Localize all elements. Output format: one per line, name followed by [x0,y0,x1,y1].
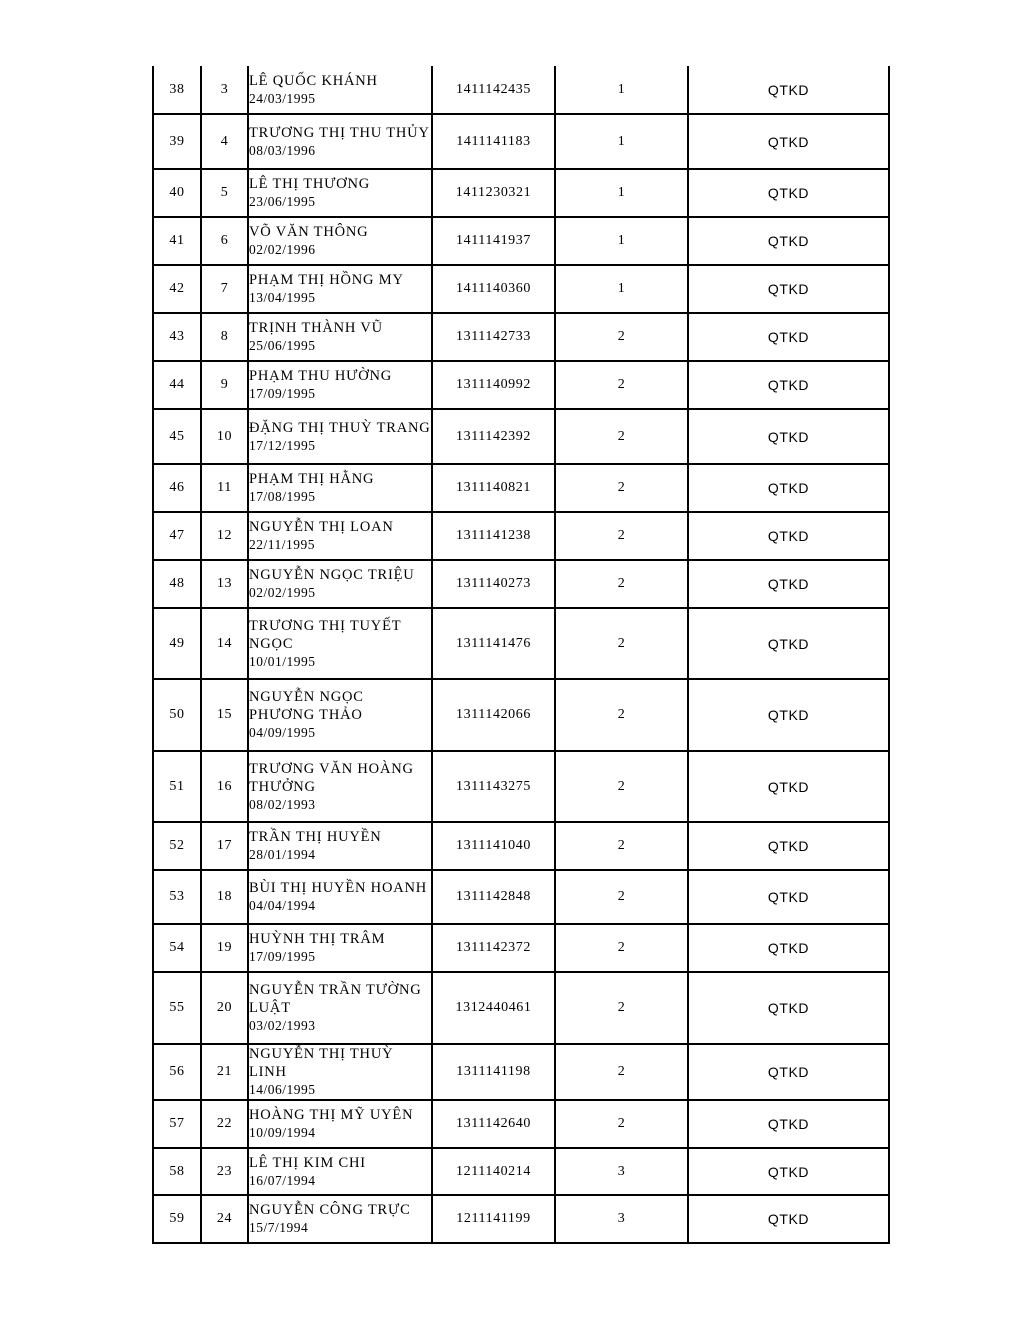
student-id-cell: 1311140273 [432,560,555,608]
student-id-cell: 1311141238 [432,512,555,560]
student-dob: 14/06/1995 [249,1082,316,1097]
major-cell: QTKD [688,924,889,972]
table-body [153,66,889,1243]
student-dob: 13/04/1995 [249,290,316,305]
student-name-cell [248,679,432,751]
major-cell: QTKD [688,1044,889,1100]
student-name-cell [248,169,432,217]
row-index-cell: 46 [153,464,201,512]
major-cell: QTKD [688,679,889,751]
row-number-cell: 11 [201,464,248,512]
table-row [153,1148,889,1195]
row-number-cell: 22 [201,1100,248,1148]
major-cell: QTKD [688,464,889,512]
value-cell: 2 [555,1100,688,1148]
table-row [153,169,889,217]
student-name: HOÀNG THỊ MỸ UYÊN [249,1107,414,1123]
major-cell: QTKD [688,361,889,409]
table-row [153,313,889,361]
row-index-cell: 42 [153,265,201,313]
student-name-cell [248,512,432,560]
student-name-cell [248,1044,432,1100]
major-cell: QTKD [688,608,889,679]
table-row [153,870,889,924]
student-id-cell: 1311141040 [432,822,555,870]
student-dob: 10/09/1994 [249,1125,316,1140]
student-name: TRƯƠNG VĂN HOÀNG THƯỞNG [249,760,414,795]
student-name: NGUYỄN TRẦN TƯỜNG LUẬT [249,982,422,1016]
student-name: TRƯƠNG THỊ THU THỦY [249,124,430,141]
row-index-cell: 39 [153,114,201,169]
row-number-cell: 13 [201,560,248,608]
value-cell: 2 [555,924,688,972]
student-name: TRẦN THỊ HUYỀN [249,829,382,845]
table-row [153,1100,889,1148]
row-number-cell: 20 [201,972,248,1044]
student-dob: 17/09/1995 [249,949,316,964]
row-number-cell: 17 [201,822,248,870]
row-index-cell: 59 [153,1195,201,1243]
student-name: NGUYỄN NGỌC TRIỆU [249,567,415,583]
student-name-cell [248,361,432,409]
major-cell: QTKD [688,1148,889,1195]
student-id-cell: 1211141199 [432,1195,555,1243]
student-name-cell [248,1148,432,1195]
student-name-cell [248,924,432,972]
student-dob: 22/11/1995 [249,537,316,552]
row-index-cell: 44 [153,361,201,409]
major-cell: QTKD [688,1195,889,1243]
major-cell: QTKD [688,265,889,313]
student-name-cell [248,1100,432,1148]
student-name: PHẠM THỊ HẰNG [249,471,375,487]
student-dob: 04/09/1995 [249,725,316,740]
table-row [153,560,889,608]
student-id-cell: 1311140821 [432,464,555,512]
student-id-cell: 1311142640 [432,1100,555,1148]
value-cell: 1 [555,265,688,313]
student-dob: 02/02/1995 [249,585,316,600]
student-dob: 28/01/1994 [249,847,316,862]
student-name: NGUYỄN THỊ LOAN [249,519,394,535]
row-number-cell: 4 [201,114,248,169]
student-id-cell: 1311142733 [432,313,555,361]
table-row [153,924,889,972]
student-name: PHẠM THU HƯỜNG [249,368,393,384]
major-cell: QTKD [688,1100,889,1148]
value-cell: 2 [555,512,688,560]
value-cell: 2 [555,608,688,679]
row-index-cell: 56 [153,1044,201,1100]
row-index-cell: 50 [153,679,201,751]
student-name-cell [248,114,432,169]
student-name: LÊ THỊ KIM CHI [249,1154,366,1171]
student-name-cell [248,822,432,870]
table-row [153,822,889,870]
student-dob: 08/03/1996 [249,142,316,158]
student-id-cell: 1311142392 [432,409,555,464]
student-id-cell: 1311142848 [432,870,555,924]
row-index-cell: 49 [153,608,201,679]
row-index-cell: 52 [153,822,201,870]
row-number-cell: 15 [201,679,248,751]
value-cell: 2 [555,751,688,822]
value-cell: 3 [555,1195,688,1243]
row-index-cell: 40 [153,169,201,217]
student-dob: 17/08/1995 [249,489,316,504]
student-dob: 25/06/1995 [249,338,316,353]
student-id-cell: 1311142066 [432,679,555,751]
row-number-cell: 24 [201,1195,248,1243]
row-index-cell: 38 [153,66,201,114]
value-cell: 2 [555,464,688,512]
student-name-cell [248,313,432,361]
row-index-cell: 57 [153,1100,201,1148]
row-index-cell: 48 [153,560,201,608]
student-name-cell [248,751,432,822]
student-name-cell [248,972,432,1044]
table-row [153,1044,889,1100]
student-dob: 23/06/1995 [249,194,316,209]
table-row [153,114,889,169]
value-cell: 1 [555,114,688,169]
student-name: NGUYỄN CÔNG TRỰC [249,1202,411,1218]
student-name: HUỲNH THỊ TRÂM [249,931,386,947]
value-cell: 2 [555,409,688,464]
major-cell: QTKD [688,169,889,217]
value-cell: 2 [555,822,688,870]
row-index-cell: 41 [153,217,201,265]
table-row [153,361,889,409]
value-cell: 1 [555,169,688,217]
row-index-cell: 54 [153,924,201,972]
student-dob: 15/7/1994 [249,1220,309,1235]
student-name-cell [248,1195,432,1243]
major-cell: QTKD [688,751,889,822]
student-name: LÊ THỊ THƯƠNG [249,176,370,192]
major-cell: QTKD [688,409,889,464]
student-dob: 03/02/1993 [249,1018,316,1033]
row-number-cell: 18 [201,870,248,924]
row-number-cell: 9 [201,361,248,409]
value-cell: 2 [555,361,688,409]
row-number-cell: 6 [201,217,248,265]
student-dob: 08/02/1993 [249,796,316,812]
table-row [153,679,889,751]
table-row [153,608,889,679]
table-row [153,512,889,560]
student-name-cell [248,608,432,679]
major-cell: QTKD [688,313,889,361]
student-dob: 17/09/1995 [249,386,316,401]
row-index-cell: 43 [153,313,201,361]
row-number-cell: 12 [201,512,248,560]
student-id-cell: 1311140992 [432,361,555,409]
student-id-cell: 1411142435 [432,66,555,114]
value-cell: 3 [555,1148,688,1195]
major-cell: QTKD [688,870,889,924]
student-name: PHẠM THỊ HỒNG MY [249,272,404,288]
table-row [153,972,889,1044]
student-id-cell: 1311141198 [432,1044,555,1100]
student-dob: 04/04/1994 [249,898,316,913]
row-index-cell: 55 [153,972,201,1044]
major-cell: QTKD [688,66,889,114]
student-name-cell [248,217,432,265]
row-number-cell: 14 [201,608,248,679]
student-id-cell: 1211140214 [432,1148,555,1195]
student-name: VÕ VĂN THÔNG [249,224,369,240]
student-id-cell: 1312440461 [432,972,555,1044]
student-name: NGUYỄN THỊ THUỲ LINH [249,1046,394,1080]
table-row [153,409,889,464]
student-name: TRỊNH THÀNH VŨ [249,320,383,336]
student-dob: 17/12/1995 [249,437,316,453]
major-cell: QTKD [688,822,889,870]
student-id-cell: 1411141183 [432,114,555,169]
row-number-cell: 16 [201,751,248,822]
student-name: NGUYỄN NGỌC PHƯƠNG THẢO [249,689,364,723]
major-cell: QTKD [688,560,889,608]
value-cell: 2 [555,1044,688,1100]
row-index-cell: 58 [153,1148,201,1195]
value-cell: 1 [555,66,688,114]
row-index-cell: 47 [153,512,201,560]
row-index-cell: 53 [153,870,201,924]
student-table [152,66,890,1244]
table-row [153,217,889,265]
student-dob: 02/02/1996 [249,242,316,257]
value-cell: 2 [555,679,688,751]
value-cell: 2 [555,560,688,608]
major-cell: QTKD [688,114,889,169]
student-id-cell: 1311143275 [432,751,555,822]
student-id-cell: 1311141476 [432,608,555,679]
major-cell: QTKD [688,217,889,265]
student-name: ĐẶNG THỊ THUỲ TRANG [249,419,431,436]
row-number-cell: 5 [201,169,248,217]
student-id-cell: 1411140360 [432,265,555,313]
row-index-cell: 51 [153,751,201,822]
student-name-cell [248,560,432,608]
student-name-cell [248,265,432,313]
student-dob: 16/07/1994 [249,1172,316,1188]
value-cell: 2 [555,870,688,924]
table-row [153,66,889,114]
student-name: BÙI THỊ HUYỀN HOANH [249,880,428,896]
student-dob: 10/01/1995 [249,653,316,669]
row-number-cell: 19 [201,924,248,972]
table-row [153,751,889,822]
value-cell: 1 [555,217,688,265]
table-row [153,464,889,512]
row-number-cell: 21 [201,1044,248,1100]
student-name-cell [248,870,432,924]
row-number-cell: 8 [201,313,248,361]
student-name-cell [248,409,432,464]
student-id-cell: 1311142372 [432,924,555,972]
student-name: TRƯƠNG THỊ TUYẾT NGỌC [249,617,402,652]
major-cell: QTKD [688,972,889,1044]
row-number-cell: 23 [201,1148,248,1195]
student-dob: 24/03/1995 [249,90,316,106]
row-index-cell: 45 [153,409,201,464]
table-row [153,265,889,313]
student-name: LÊ QUỐC KHÁNH [249,72,378,89]
student-name-cell [248,464,432,512]
row-number-cell: 10 [201,409,248,464]
major-cell: QTKD [688,512,889,560]
student-name-cell [248,66,432,114]
value-cell: 2 [555,313,688,361]
row-number-cell: 3 [201,66,248,114]
value-cell: 2 [555,972,688,1044]
student-id-cell: 1411141937 [432,217,555,265]
student-id-cell: 1411230321 [432,169,555,217]
table-row [153,1195,889,1243]
row-number-cell: 7 [201,265,248,313]
